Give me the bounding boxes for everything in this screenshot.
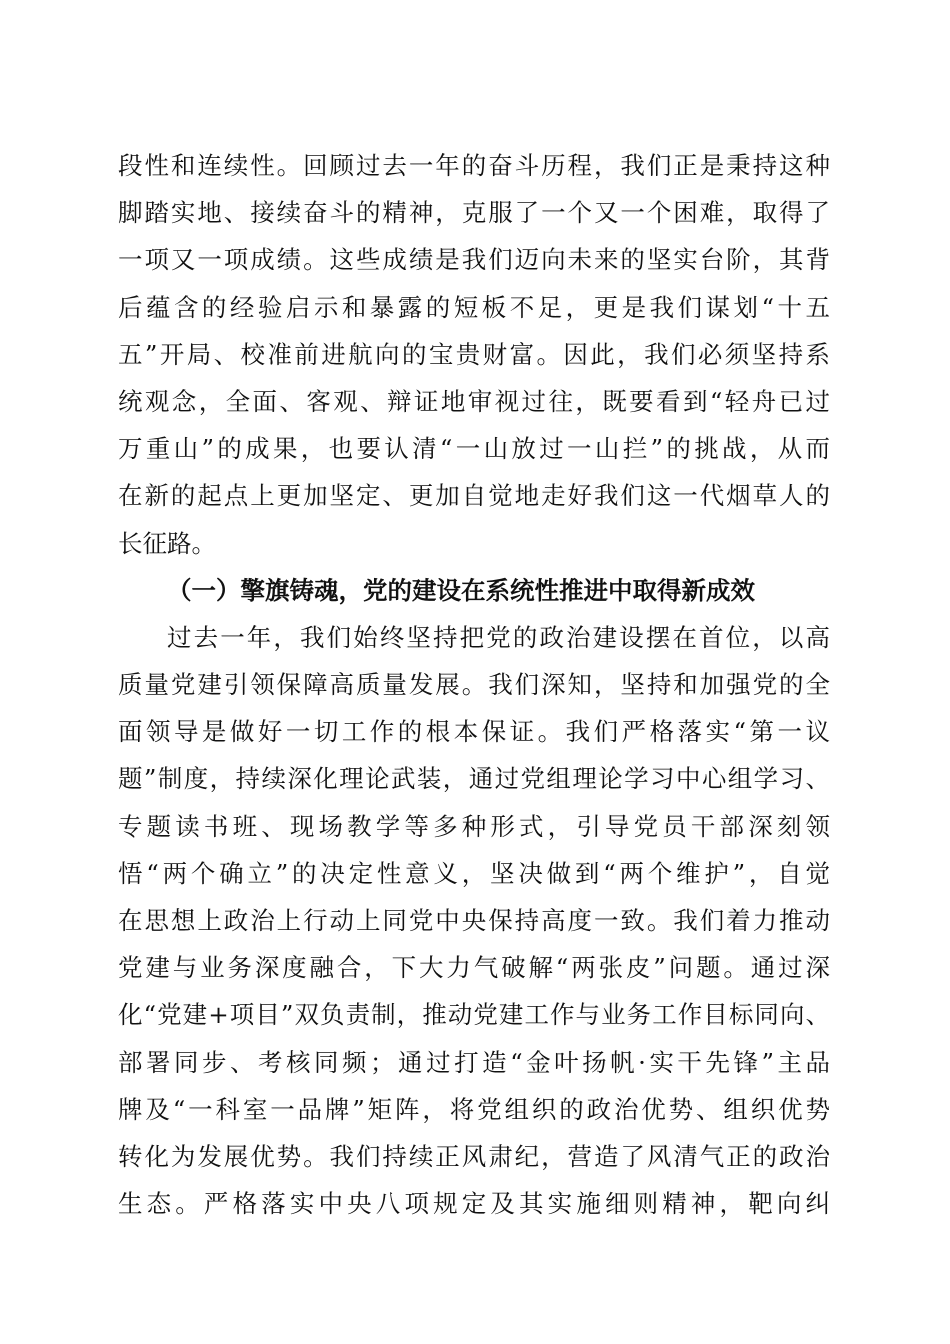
text-line: 悟“两个确立”的决定性意义，坚决做到“两个维护”，自觉 <box>118 858 830 888</box>
text-line: 统观念，全面、客观、辩证地审视过往，既要看到“轻舟已过 <box>118 386 830 416</box>
text-line: 党建与业务深度融合，下大力气破解“两张皮”问题。通过深 <box>118 953 830 983</box>
text-line: 化“党建+项目”双负责制，推动党建工作与业务工作目标同向、 <box>118 1000 830 1030</box>
text-line: 在新的起点上更加坚定、更加自觉地走好我们这一代烟草人的 <box>118 481 830 511</box>
body-text <box>118 142 830 1227</box>
text-line: 牌及“一科室一品牌”矩阵，将党组织的政治优势、组织优势 <box>118 1094 830 1124</box>
text-line: 一项又一项成绩。这些成绩是我们迈向未来的坚实台阶，其背 <box>118 245 830 275</box>
text-line: 面领导是做好一切工作的根本保证。我们严格落实“第一议 <box>118 717 830 747</box>
text-line: 过去一年，我们始终坚持把党的政治建设摆在首位，以高 <box>167 622 830 652</box>
text-line: 在思想上政治上行动上同党中央保持高度一致。我们着力推动 <box>118 906 830 935</box>
text-line: 生态。严格落实中央八项规定及其实施细则精神，靶向纠 <box>118 1189 830 1219</box>
text-line: 质量党建引领保障高质量发展。我们深知，坚持和加强党的全 <box>118 670 830 700</box>
text-line: 万重山”的成果，也要认清“一山放过一山拦”的挑战，从而 <box>118 434 830 464</box>
text-line: 脚踏实地、接续奋斗的精神，克服了一个又一个困难，取得了 <box>118 198 830 228</box>
text-line: 部署同步、考核同频；通过打造“金叶扬帆·实干先锋”主品 <box>118 1047 830 1077</box>
section-heading: （一）擎旗铸魂，党的建设在系统性推进中取得新成效 <box>167 575 755 605</box>
text-line: 后蕴含的经验启示和暴露的短板不足，更是我们谋划“十五 <box>118 292 830 322</box>
text-line: 专题读书班、现场教学等多种形式，引导党员干部深刻领 <box>118 811 830 841</box>
text-line: 长征路。 <box>118 528 216 558</box>
text-line: 转化为发展优势。我们持续正风肃纪，营造了风清气正的政治 <box>118 1141 830 1171</box>
text-line: 题”制度，持续深化理论武装，通过党组理论学习中心组学习、 <box>118 764 830 794</box>
text-line: 五”开局、校准前进航向的宝贵财富。因此，我们必须坚持系 <box>118 339 830 369</box>
text-line: 段性和连续性。回顾过去一年的奋斗历程，我们正是秉持这种 <box>118 151 830 180</box>
